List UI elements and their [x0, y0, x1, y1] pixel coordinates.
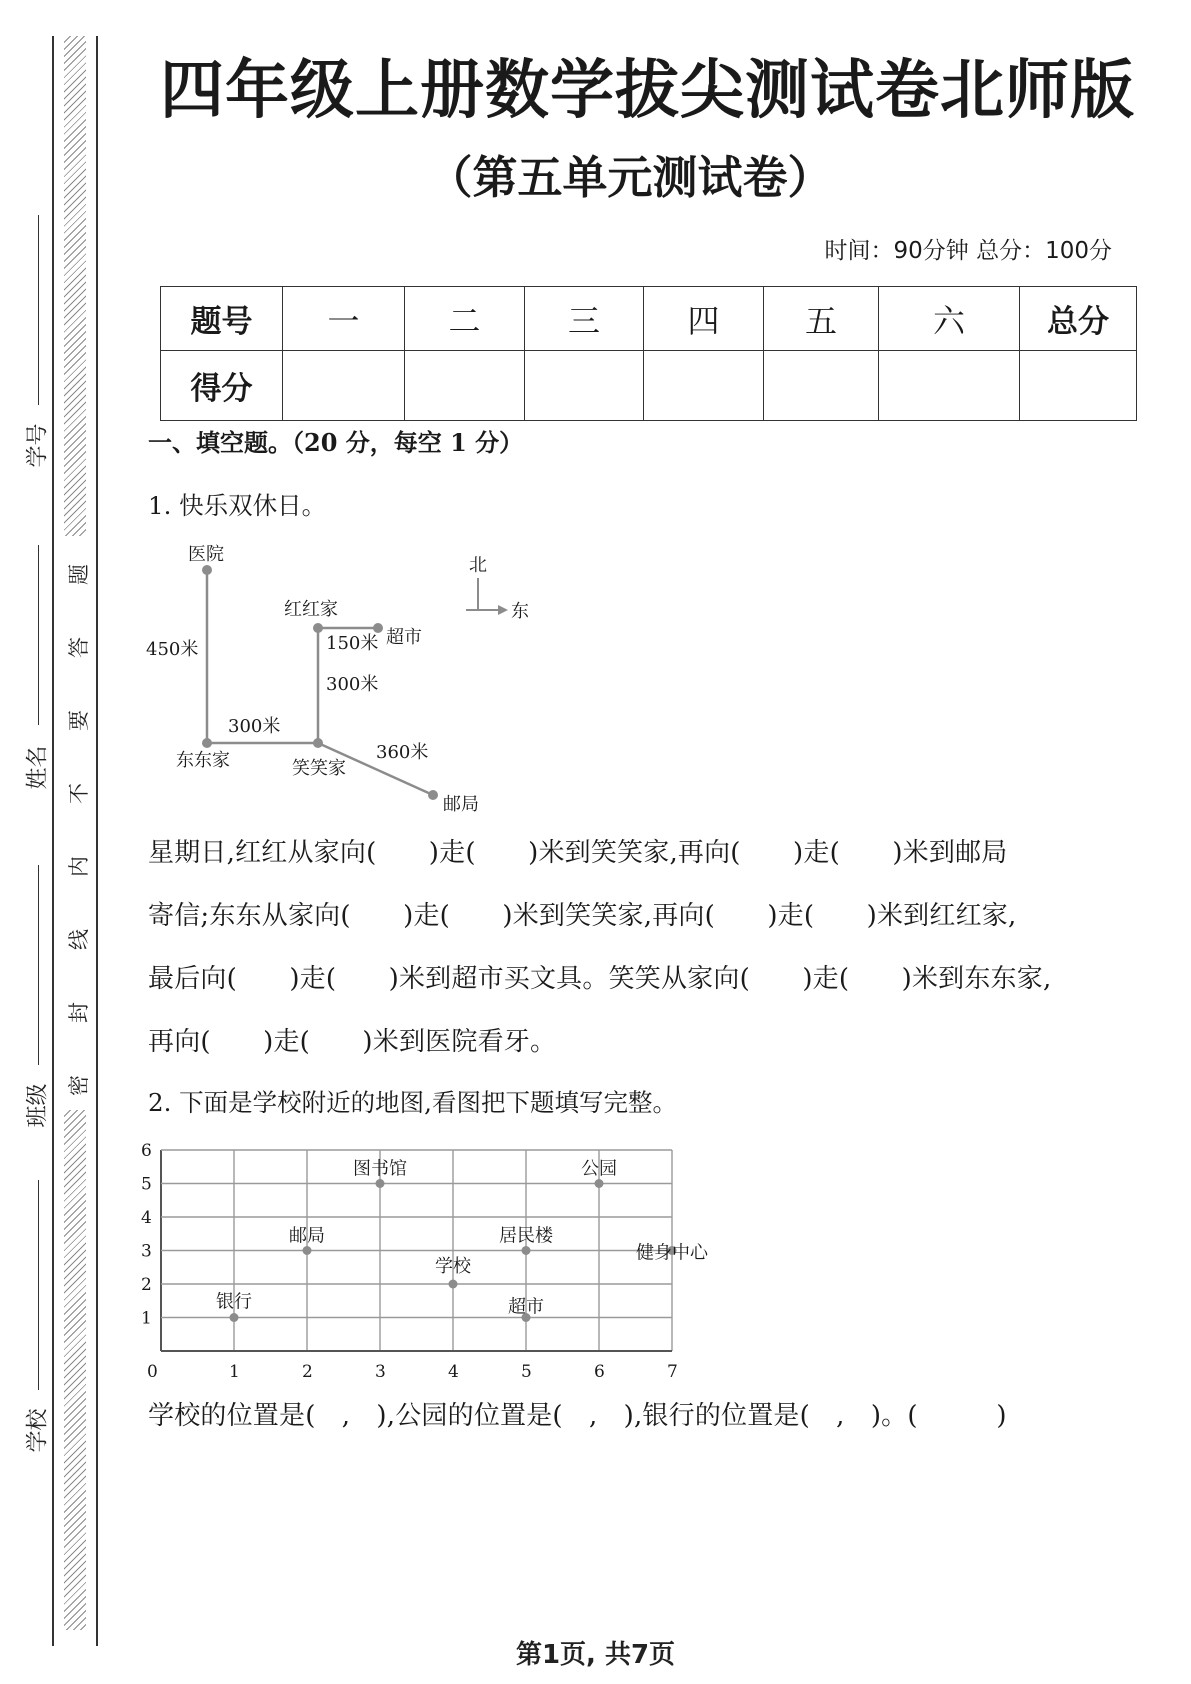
score-cell[interactable] [644, 351, 764, 421]
y-tick-label: 2 [141, 1275, 152, 1295]
label-honghong: 红红家 [284, 599, 338, 620]
y-tick-label: 6 [141, 1141, 152, 1161]
question-2-answer-line: 学校的位置是( , ),公园的位置是( , ),银行的位置是( , )。( ) [148, 1401, 1007, 1431]
label-supermarket: 超市 [386, 627, 422, 648]
x-tick-label: 6 [594, 1362, 605, 1380]
x-tick-label: 7 [667, 1362, 678, 1380]
dot-supermarket [373, 623, 383, 633]
grid-point-label: 超市 [508, 1296, 544, 1318]
grid-point [595, 1179, 604, 1188]
route-map [140, 530, 560, 820]
score-table-header: 总分 [1020, 287, 1137, 351]
question-2-prompt: 2. 下面是学校附近的地图,看图把下题填写完整。 [148, 1088, 677, 1117]
binding-hatch-top [64, 36, 86, 536]
x-tick-label: 4 [448, 1362, 459, 1380]
score-table-score-row [161, 351, 1137, 421]
x-tick-label: 0 [147, 1362, 158, 1380]
score-cell[interactable] [879, 351, 1020, 421]
dot-honghong [313, 623, 323, 633]
question-1-line: 最后向( )走( )米到超市买文具。笑笑从家向( )走( )米到东东家, [148, 964, 1052, 994]
dot-post [428, 790, 438, 800]
score-row-label: 得分 [161, 351, 283, 421]
class-blank[interactable] [38, 865, 39, 1065]
grid-point-label: 邮局 [289, 1225, 325, 1247]
time-info: 时间：90分钟 总分：100分 [824, 238, 1112, 264]
question-1-line: 再向( )走( )米到医院看牙。 [148, 1027, 557, 1057]
school-blank[interactable] [38, 1180, 39, 1390]
question-1-line: 星期日,红红从家向( )走( )米到笑笑家,再向( )走( )米到邮局 [148, 838, 1008, 868]
binding-line-inner [96, 36, 98, 1646]
grid-point-label: 公园 [581, 1158, 617, 1180]
seal-char: 密 [67, 1075, 91, 1096]
y-tick-label: 1 [141, 1308, 152, 1329]
seal-char: 不 [67, 783, 91, 804]
label-xiaoxiao: 笑笑家 [292, 758, 346, 779]
score-table-header-row [161, 287, 1137, 351]
student-id-label: 学号 [25, 423, 51, 468]
label-post: 邮局 [443, 794, 479, 815]
seal-char: 封 [67, 1002, 91, 1023]
compass-north-label: 北 [469, 555, 487, 576]
section-1-title: 一、填空题。（20 分，每空 1 分） [148, 428, 524, 457]
dist-honghong-supermarket: 150米 [326, 633, 379, 654]
grid-point-label: 图书馆 [353, 1158, 407, 1180]
grid-point-label: 学校 [435, 1256, 471, 1277]
seal-char: 要 [67, 710, 91, 731]
label-dongdong: 东东家 [176, 750, 230, 771]
class-label: 班级 [25, 1083, 51, 1128]
binding-hatch-bottom [64, 1110, 86, 1630]
y-tick-label: 4 [141, 1208, 152, 1228]
grid-point-label: 健身中心 [636, 1242, 708, 1264]
binding-line-outer [52, 36, 54, 1646]
seal-char: 题 [67, 564, 91, 585]
grid-point [522, 1246, 531, 1255]
y-tick-label: 5 [141, 1174, 152, 1195]
grid-point [376, 1179, 385, 1188]
grid-point-label: 居民楼 [499, 1225, 553, 1247]
score-table-header: 四 [644, 287, 764, 351]
x-tick-label: 5 [521, 1362, 532, 1380]
page-number: 第1页, 共7页 [515, 1640, 676, 1670]
seal-char: 线 [67, 929, 91, 950]
name-label: 姓名 [25, 745, 51, 790]
score-table-header: 二 [405, 287, 525, 351]
dot-dongdong [202, 738, 212, 748]
y-tick-label: 3 [141, 1241, 152, 1262]
dot-hospital [202, 565, 212, 575]
grid-point [449, 1280, 458, 1289]
score-cell[interactable] [283, 351, 405, 421]
name-blank[interactable] [38, 545, 39, 725]
x-tick-label: 3 [375, 1362, 386, 1380]
score-table-header: 三 [525, 287, 644, 351]
score-table-header: 题号 [161, 287, 283, 351]
grid-point-label: 银行 [216, 1291, 252, 1313]
score-table-header: 六 [879, 287, 1020, 351]
question-1-line: 寄信;东东从家向( )走( )米到笑笑家,再向( )走( )米到红红家, [148, 901, 1017, 931]
seal-char: 答 [67, 637, 91, 658]
student-id-blank[interactable] [38, 215, 39, 405]
label-hospital: 医院 [188, 544, 224, 565]
x-tick-label: 1 [229, 1362, 240, 1380]
score-table-header: 五 [764, 287, 879, 351]
dist-xiaoxiao-post: 360米 [376, 742, 429, 763]
grid-map [140, 1140, 740, 1380]
grid-point [303, 1246, 312, 1255]
compass-east-label: 东 [511, 601, 529, 622]
grid-point [230, 1313, 239, 1322]
dist-dongdong-xiaoxiao: 300米 [228, 716, 281, 737]
question-1-prompt: 1. 快乐双休日。 [148, 491, 327, 520]
dist-hospital-dongdong: 450米 [146, 639, 199, 660]
dist-honghong-xiaoxiao: 300米 [326, 674, 379, 695]
compass-icon [466, 555, 529, 622]
page-title: 四年级上册数学拔尖测试卷北师版 [160, 54, 1135, 128]
x-tick-label: 2 [302, 1362, 313, 1380]
score-cell[interactable] [1020, 351, 1137, 421]
score-cell[interactable] [525, 351, 644, 421]
score-table-header: 一 [283, 287, 405, 351]
seal-char: 内 [67, 856, 91, 877]
school-label: 学校 [25, 1408, 51, 1453]
score-cell[interactable] [405, 351, 525, 421]
page-subtitle: （第五单元测试卷） [427, 151, 833, 204]
score-cell[interactable] [764, 351, 879, 421]
score-table [160, 286, 1137, 421]
dot-xiaoxiao [313, 738, 323, 748]
